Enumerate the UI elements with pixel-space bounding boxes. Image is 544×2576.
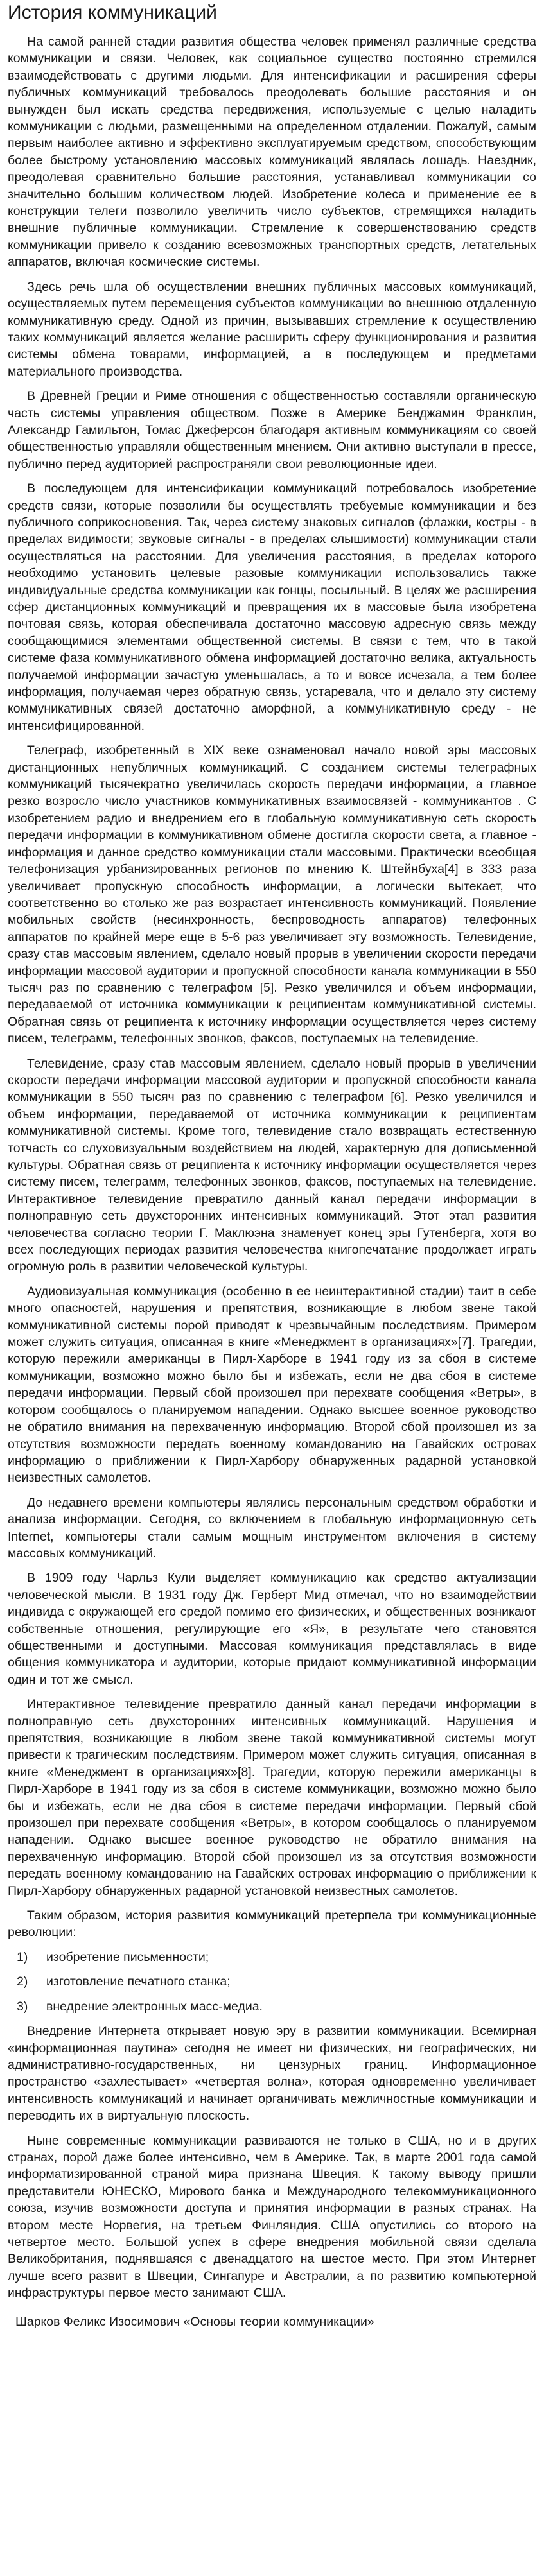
list-item-text: внедрение электронных масс-медиа. xyxy=(46,1999,263,2014)
list-item-text: изготовление печатного станка; xyxy=(46,1975,231,1989)
list-item-number: 3) xyxy=(17,1999,28,2014)
paragraph: Телеграф, изобретенный в XIX веке ознаменовал начало новой эры массовых дистанционных непубличных коммуникаций. С созданием системы телеграфных коммуникаций тысячекратно увеличилась скорость передачи информации, а главное резко возросло число участников коммуникативных взаимосвязей - коммуникантов . С изобретением радио и внедрением его в глобальную коммуникативную сеть скорость передачи информации в коммуникативном обмене достигла скорости света, а главное - информация и данное средство коммуникации стали массовыми. Практически всеобщая телефонизация урбанизированных регионов по мнению К. Штейнбуха[4] в 333 раза увеличивает пропускную способность информации, а логически вытекает, что соответственно во столько же раз возрастает интенсивность коммуникаций. Появление мобильных свойств (несинхронность, беспроводность аппаратов) телефонных аппаратов по крайней мере еще в 5-6 раз увеличивает эту возможность. Телевидение, сразу став массовым явлением, сделало новый прорыв в увеличении скорости передачи информации массовой аудитории и пропускной способности канала коммуникации в 550 тысяч раз по сравнению с телеграфом [5]. Резко увеличился и объем информации, передаваемой от источника коммуникации к реципиентам коммуникативной системы. Обратная связь от реципиента к источнику информации осуществляется через систему писем, телеграмм, телефонных звонков, факсов, поступаемых на телевидение. xyxy=(8,743,536,1046)
paragraph: Внедрение Интернета открывает новую эру в развитии коммуникации. Всемирная «информационная паутина» сегодня не имеет ни физических, ни географических, ни административно-государственных, ни цензурных границ. Информационное пространство «захлестывает» «четвертая волна», которая одновременно увеличивает интенсивность коммуникаций и начинает органичивать межличностные коммуникации и переводить их в виртуальную плоскость. xyxy=(8,2024,536,2123)
paragraph: Интерактивное телевидение превратило данный канал передачи информации в полноправную сеть двухсторонних интенсивных коммуникаций. Нарушения и препятствия, возникающие в любом звене такой коммуникативной системы могут привести к трагическим последствиям. Примером может служить ситуация, описанная в книге «Менеджмент в организациях»[8]. Трагедии, которую пережили американцы в Пирл-Харборе в 1941 году из за сбоя в системе коммуникации, возможно можно было бы и избежать, если не два сбоя в системе передачи информации. Первый сбой произошел при перехвате сообщения «Ветры», в котором сообщалось о планируемом нападении. Однако высшее военное руководство не обратило внимания на перехваченную информацию. Второй сбой произошел из за отсутствия возможности передать военному командованию на Гавайских островах информацию о приближении к Пирл-Харбору обнаруженных радарной установкой неизвестных самолетов. xyxy=(8,1697,536,1898)
list-item-text: изобретение письменности; xyxy=(46,1949,209,1964)
list-item-number: 2) xyxy=(17,1975,28,1989)
list-item xyxy=(8,1949,536,1966)
paragraph: В Древней Греции и Риме отношения с общественностью составляли органическую часть системы управления обществом. Позже в Америке Бенджамин Франклин, Александр Гамильтон, Томас Джеферсон благодаря активным коммуникациям со своей общественностью управляли общественным мнением. Они активно выступали в прессе, публично перед аудиторией распространяли свои революционные идеи. xyxy=(8,389,536,471)
paragraph: На самой ранней стадии развития общества человек применял различные средства коммуникации и связи. Человек, как социальное существо постоянно стремился взаимодействовать с другими людьми. Для интенсификации и расширения сферы публичных коммуникаций требовалось преодолевать большие расстояния и он вынужден был искать средства передвижения, используемые с целью наладить коммуникации с людьми, размещенными на определенном отдалении. Пожалуй, самым первым наиболее активно и эффективно эксплуатируемым средством, способствующим более быстрому установлению массовых коммуникаций являлась лошадь. Наездник, преодолевая сравнительно большие расстояния, устанавливал коммуникации со значительно большим количеством людей. Изобретение колеса и применение ее в конструкции телеги позволило увеличить число субъектов, стремящихся наладить внешние публичные коммуникации. Стремление к совершенствованию средств коммуникации привело к созданию всевозможных транспортных средств, летательных аппаратов, включая космические системы. xyxy=(8,35,536,270)
list-item xyxy=(8,1998,536,2015)
paragraph: Ныне современные коммуникации развиваются не только в США, но и в других странах, порой даже более интенсивно, чем в Америке. Так, в марте 2001 года самой информатизированной страной мира признана Швеция. К такому выводу пришли представители ЮНЕСКО, Мирового банка и Международного телекоммуникационного союза, изучив возможности доступа и принятия информации в разных странах. На втором месте Норвегия, на третьем Финляндия. США опустились со второго на четвертое место. Большой успех в сфере внедрения мобильной связи сделала Великобритания, поднявшаяся с двенадцатого на шестое место. При этом Интернет лучше всего развит в Швеции, Сингапуре и Австралии, а по развитию компьютерной инфраструктуры первое место занимают США. xyxy=(8,2133,536,2301)
list-item xyxy=(8,1973,536,1990)
paragraph: В 1909 году Чарльз Кули выделяет коммуникацию как средство актуализации человеческой мысли. В 1931 году Дж. Герберт Мид отмечал, что но взаимодействии индивида с окружающей его средой помимо его физических, и общественных возникают собственные отношения, регулирующие его «Я», в результате чего становятся общественными и доступными. Массовая коммуникация представлялась в виде общения коммуникатора и аудитории, которые придают коммуникативной информации один и тот же смысл. xyxy=(8,1571,536,1687)
paragraph: До недавнего времени компьютеры являлись персональным средством обработки и анализа информации. Сегодня, со включением в глобальную информационную сеть Internet, компьютеры стали самым мощным инструментом включения в систему массовых коммуникаций. xyxy=(8,1495,536,1560)
paragraph: Телевидение, сразу став массовым явлением, сделало новый прорыв в увеличении скорости передачи информации массовой аудитории и пропускной способности канала коммуникации в 550 тысяч раз по сравнению с телеграфом [6]. Резко увеличился и объем информации, передаваемой от источника коммуникации к реципиентам коммуникативной системы. Кроме того, телевидение стало возвращать естественную тотчасть со слуховизуальным воздействием на людей, характерную для дописьменной культуры. Обратная связь от реципиента к источнику информации осуществляется через систему писем, телеграмм, телефонных звонков, факсов, поступаемых на телевидение. Интерактивное телевидение превратило данный канал передачи информации в полноправную сеть двухсторонних интенсивных коммуникаций. Этот этап развития человечества согласно теории Г. Маклюэна знаменует конец эры Гутенберга, хотя во всех последующих периодах развития человечества книгопечатание продолжает играть огромную роль в развитии человеческой культуры. xyxy=(8,1056,536,1274)
paragraph: Аудиовизуальная коммуникация (особенно в ее неинтерактивной стадии) таит в себе много опасностей, нарушения и препятствия, возникающие в любом звене такой коммуникативной системы порой приводят к чрезвычайным последствиям. Примером может служить ситуация, описанная в книге «Менеджмент в организациях»[7]. Трагедии, которую пережили американцы в Пирл-Харборе в 1941 году из за сбоя в системе коммуникации, возможно можно было бы и избежать, если не два сбоя в системе передачи информации. Первый сбой произошел при перехвате сообщения «Ветры», в котором сообщалось о планируемом нападении. Однако высшее военное руководство не обратило внимания на перехваченную информацию. Второй сбой произошел из за отсутствия возможности передать военному командованию на Гавайских островах информацию о приближении к Пирл-Харбору обнаруженных радарной установкой неизвестных самолетов. xyxy=(8,1284,536,1485)
paragraph: В последующем для интенсификации коммуникаций потребовалось изобретение средств связи, которые позволили бы осуществлять требуемые коммуникации и без публичного соприкосновения. Так, через систему знаковых сигналов (флажки, костры - в пределах видимости; звуковые сигналы - в пределах слышимости) коммуникации стали осуществляться на расстоянии. Для увеличения расстояния, в пределах которого необходимо установить целевые разовые коммуникации использовались также индивидуальные средства коммуникации как гонцы, посыльный. В целях же расширения сфер дистанционных коммуникаций и превращения их в массовые была изобретена почтовая связь, которая обеспечивала достаточно массовую адресную связь между сообщающимися элементами общественной системы. В связи с тем, что в такой системе фаза коммуникативного обмена информацией достаточно велика, актуальность получаемой информации зачастую уменьшалась, а то и вовсе исчезала, а тем более информация, получаемая через обратную связь, устаревала, что и делало эту систему коммуникативных связей достаточно аморфной, а коммуникативную среду - не интенсифицированной. xyxy=(8,481,536,733)
paragraph: Здесь речь шла об осуществлении внешних публичных массовых коммуникаций, осуществляемых путем перемещения субъектов коммуникации во внешнюю отдаленную коммуникативную среду. Одной из причин, вызывавших стремление к осуществлению таких коммуникаций является желание расширить сферу функционирования и развития системы обмена товарами, информацией, а в последующем и предметами материального производства. xyxy=(8,279,536,379)
list-item-number: 1) xyxy=(17,1949,28,1964)
revolutions-list xyxy=(8,1949,536,2015)
article-title: История коммуникаций xyxy=(8,2,217,23)
paragraph: Таким образом, история развития коммуникаций претерпела три коммуникационные революции: xyxy=(8,1908,536,1940)
author-credit: Шарков Феликс Изосимович «Основы теории коммуникации» xyxy=(15,2314,374,2329)
